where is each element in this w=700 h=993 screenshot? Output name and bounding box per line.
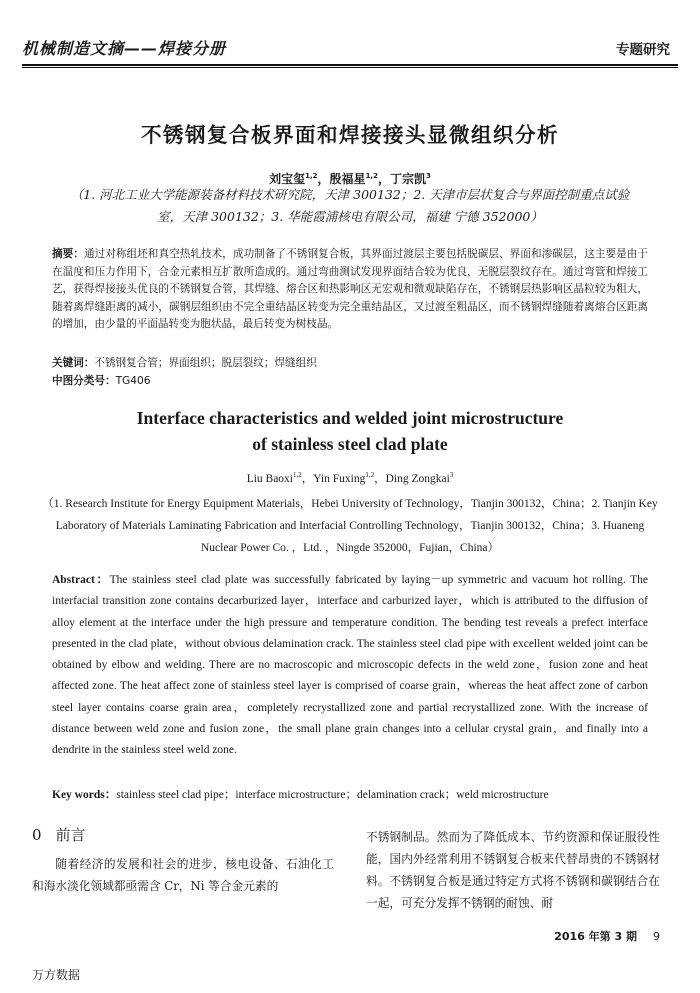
body-column-right (366, 826, 660, 914)
en-abstract (52, 570, 648, 762)
cn-author: 丁宗凯 (389, 172, 426, 186)
cn-author: 刘宝玺 (269, 172, 306, 186)
en-keywords-label: Key words： (52, 789, 117, 801)
en-author-sup: 3 (449, 471, 454, 480)
column-name: 专题研究 (616, 42, 670, 58)
body-paragraph: 随着经济的发展和社会的进步，核电设备、石油化工和海水淡化领域都亟需含 Cr，Ni 等合金元素的 (32, 857, 334, 893)
cn-classification (52, 373, 648, 388)
header-rule (22, 64, 678, 66)
cn-class-value: TG406 (115, 375, 151, 387)
cn-abstract (52, 246, 648, 334)
cn-authors: 刘宝玺$^{1,2}$，殷福星$^{1,2}$，丁宗凯$^3$ (269, 172, 431, 186)
en-abstract-text: The stainless steel clad plate was successfully fabricated by laying－up symmetric and vacuum hot rolling. The interfacial transition zone contains decarburized layer，interface and carburized layer，which is attributed to the diffusion of alloy element at the interface under the high pressure and temperature condition. The bending test reveals a prefect interface presented in the clad plate，without obvious delamination crack. The stainless steel clad pipe with excellent welded joint can be obtained by elbow and welding. There are no macroscopic and microscopic defects in the weld zone，fusion zone and heat affected zone. The heat affect zone of stainless steel layer is comprised of coarse grain，whereas the heat affect zone of carbon steel layer contains coarse grain area，completely recrystallized zone and partial recrystallized zone. With the increase of distance between weld zone and fusion zone，the small plane grain changes into a cellular crystal grain，and finally into a dendrite in the stainless steel weld zone. (52, 574, 649, 757)
journal-name: 机械制造文摘——焊接分册 (22, 39, 227, 58)
en-author-sup: 1,2 (365, 471, 375, 480)
cn-keywords-text: 不锈钢复合管；界面组织；脱层裂纹；焊缝组织 (94, 357, 317, 369)
source-watermark: 万方数据 (32, 968, 81, 982)
issue-number: 2016 年第 3 期 (554, 930, 637, 943)
en-keywords-text: stainless steel clad pipe；interface microstructure；delamination crack；weld microstructure (116, 789, 549, 801)
cn-keywords (52, 355, 648, 370)
cn-author-sup: 1,2 (305, 172, 318, 180)
cn-author: 殷福星 (329, 172, 366, 186)
en-author: Liu Baoxi (246, 473, 294, 485)
en-affiliation: （1. Research Institute for Energy Equipment Materials，Hebei University of Technology，Tianjin 300132，China；2. Tianjin Key Laboratory of Materials Laminating Fabrication and Interfacial Controlling Technology，Tianjin 300132，China；3. Huaneng Nuclear Power Co. ，Ltd. ，Ningde 352000，Fujian，China） (42, 498, 658, 554)
en-author-sup: 1,2 (293, 471, 302, 480)
cn-abstract-label: 摘要： (52, 248, 84, 260)
body-column-left (32, 824, 334, 897)
body-paragraph: 不锈钢制品。然而为了降低成本、节约资源和保证服役性能，国内外经常利用不锈钢复合板来代替昂贵的不锈钢材料。不锈钢复合板是通过特定方式将不锈钢和碳钢结合在一起，可充分发挥不锈钢的耐蚀、耐 (366, 830, 660, 910)
header-rule-thin (22, 67, 678, 68)
cn-keywords-label: 关键词： (52, 357, 95, 369)
page-number: 9 (653, 930, 660, 943)
cn-abstract-text: 通过对称组坯和真空热轧技术，成功制备了不锈钢复合板，其界面过渡层主要包括脱碳层、界面和渗碳层，这主要是由于在温度和压力作用下，合金元素相互扩散所造成的。通过弯曲测试发现界面结合较为优良，无脱层裂纹存在。通过弯管和焊接工艺，获得焊接接头优良的不锈钢复合管，其焊缝、熔合区和热影响区无宏观和微观缺陷存在，不锈钢层热影响区晶粒较为粗大，随着离焊缝距离的减小，碳钢层组织由不完全重结晶区转变为完全重结晶区，又过渡至粗晶区，而不锈钢焊缝随着离熔合区距离的增加，由少量的平面晶转变为胞状晶，最后转变为树枝晶。 (52, 248, 649, 330)
en-title (0, 405, 700, 457)
section-number: 0 (32, 826, 42, 844)
section-title: 前言 (55, 826, 86, 844)
en-title-line1: Interface characteristics and welded joint microstructure (136, 408, 564, 428)
page-footer (554, 928, 660, 944)
en-author: Yin Fuxing (313, 473, 366, 485)
en-keywords (52, 786, 648, 802)
cn-class-label: 中图分类号： (52, 375, 116, 387)
cn-author-sup: 1,2 (365, 172, 378, 180)
section-heading (32, 824, 334, 845)
en-author: Ding Zongkai (385, 473, 450, 485)
cn-title: 不锈钢复合板界面和焊接接头显微组织分析 (141, 123, 559, 147)
en-abstract-label: Abstract： (52, 574, 110, 586)
en-authors: Liu Baoxi$^{1,2}$，Yin Fuxing$^{1,2}$，Ding Zongkai$^3$ (246, 471, 454, 485)
cn-affiliation: （1. 河北工业大学能源装备材料技术研究院，天津 300132；2. 天津市层状复合与界面控制重点试验室，天津 300132；3. 华能霞浦核电有限公司，福建 宁德 352000） (70, 187, 630, 224)
en-title-line2: of stainless steel clad plate (252, 434, 448, 454)
cn-author-sup: 3 (426, 172, 431, 180)
